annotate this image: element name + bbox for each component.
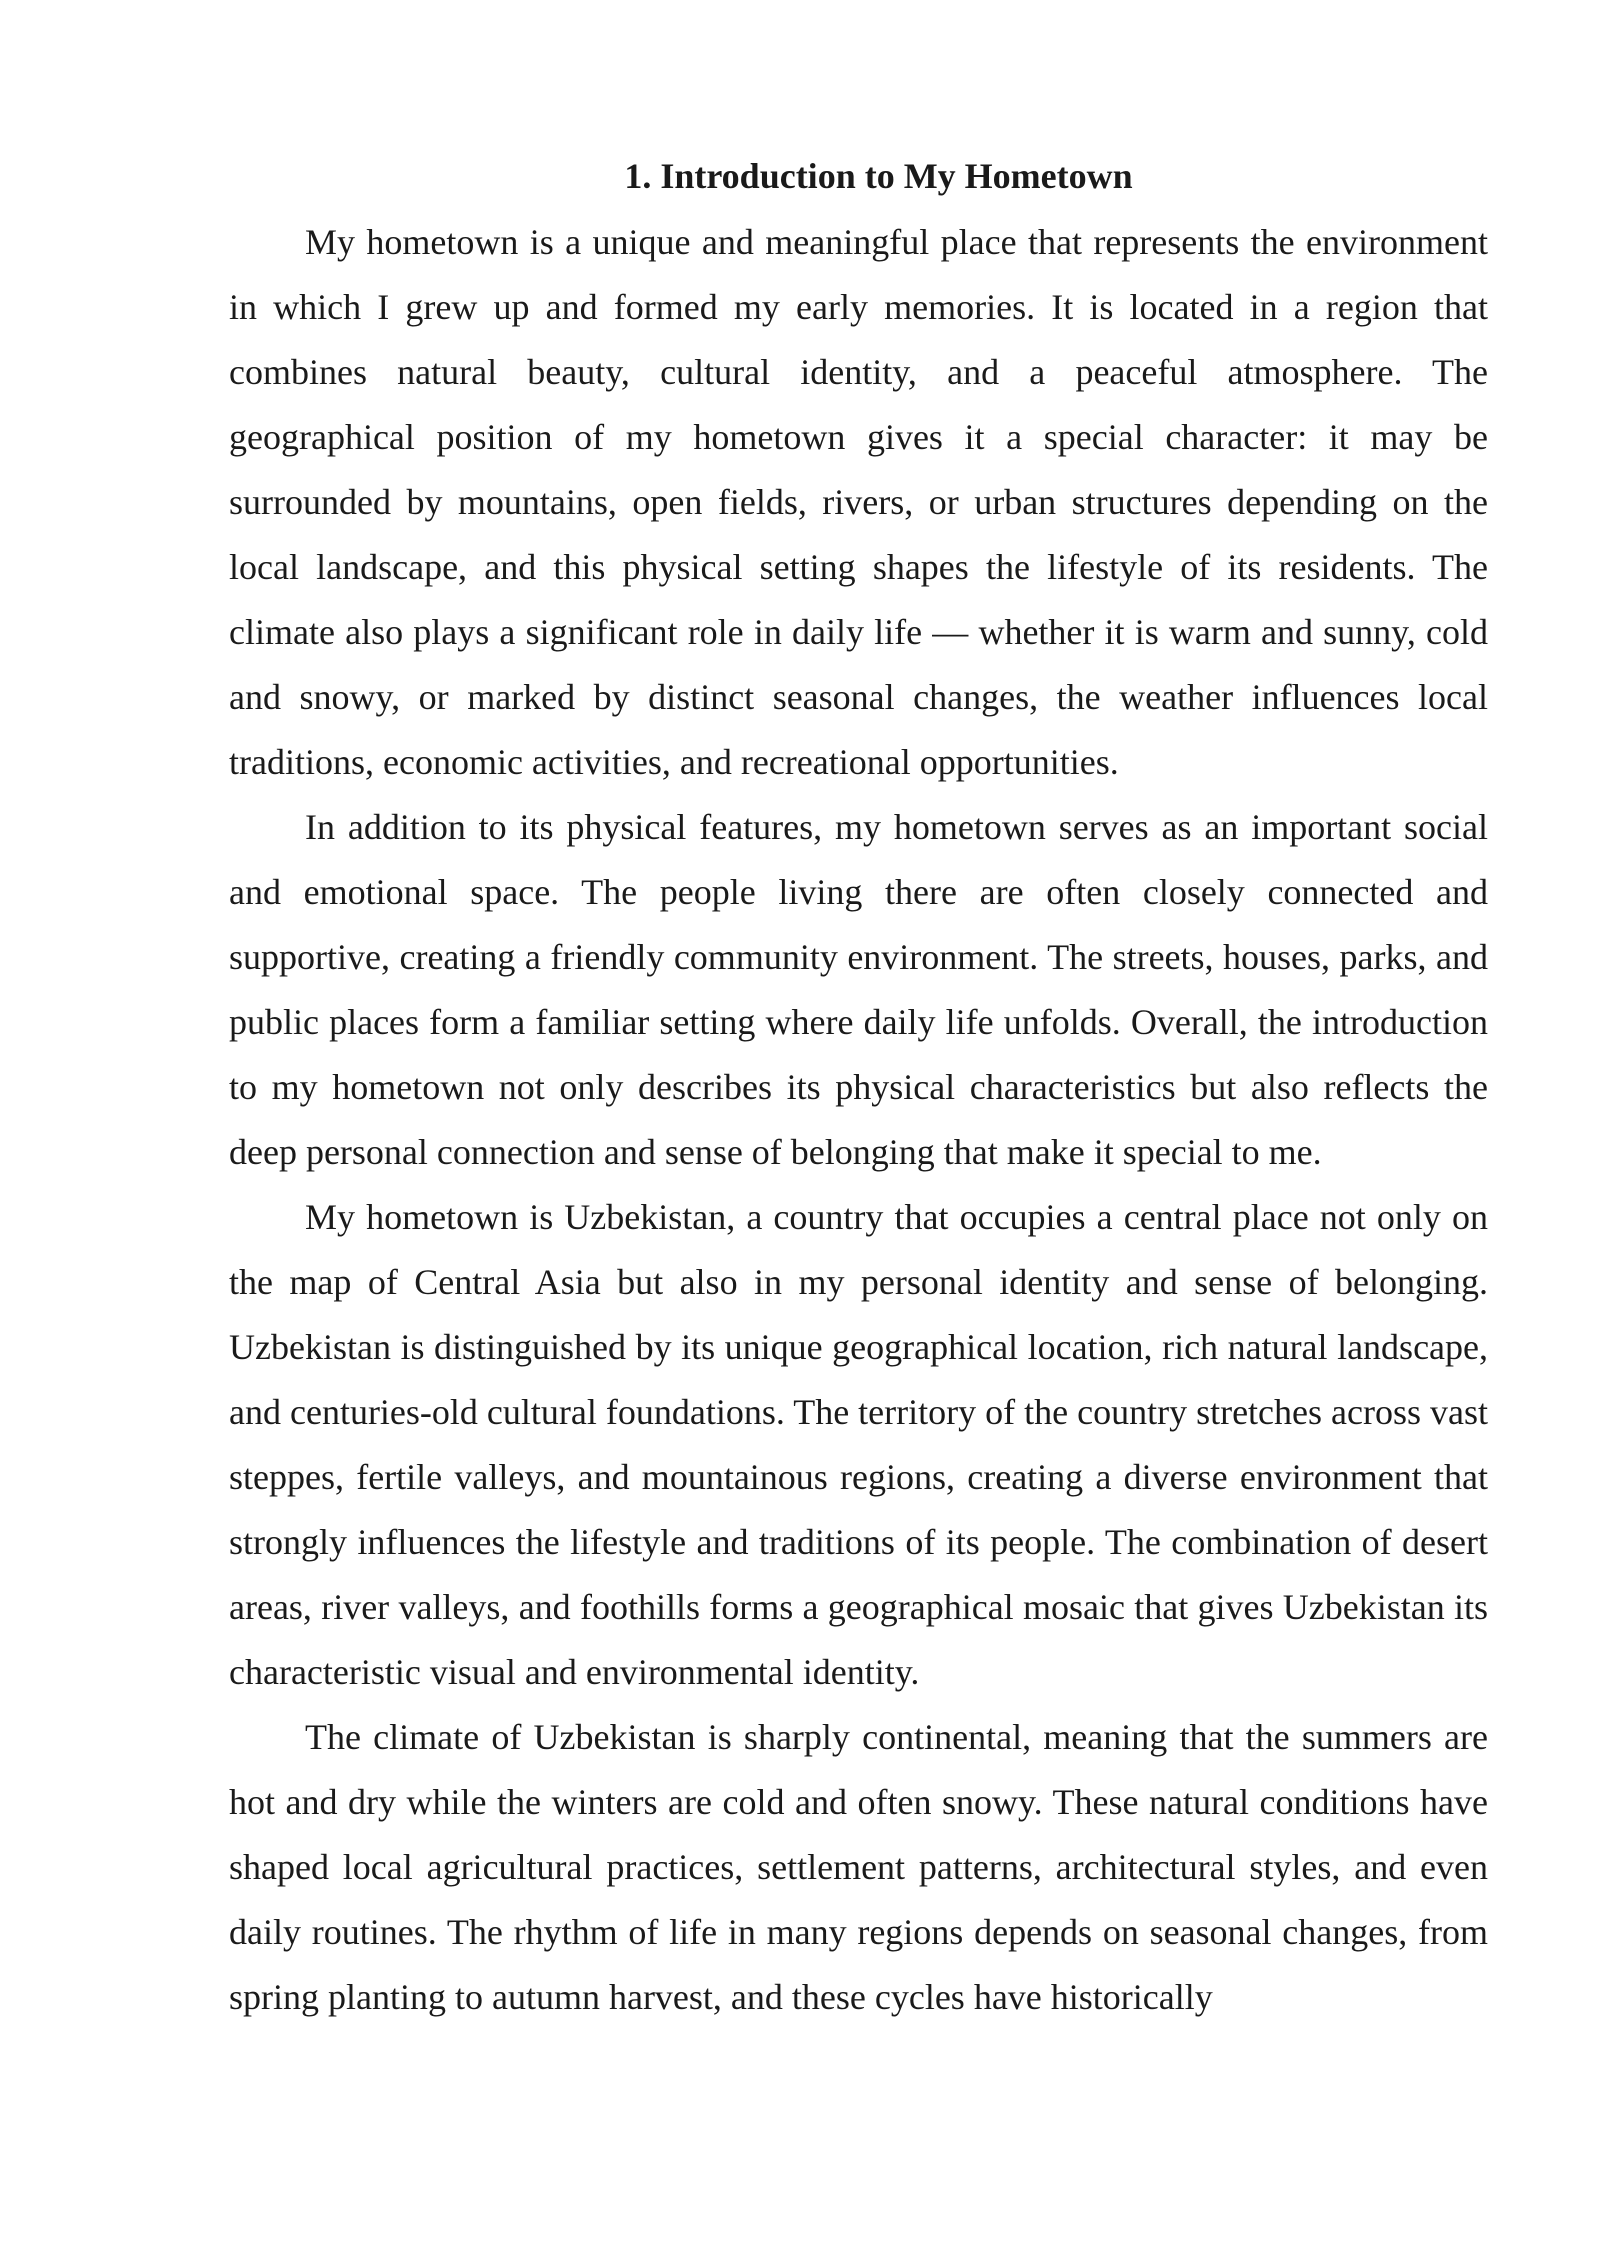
paragraph-1: My hometown is a unique and meaningful place that represents the environment in which I grew up and formed my early memories. It is located in a region that combines natural beauty, cultural identity, and a peaceful atmosphere. The geographical position of my hometown gives it a special character: it may be surrounded by mountains, open fields, rivers, or urban structures depending on the local landscape, and this physical setting shapes the lifestyle of its residents. The climate also plays a significant role in daily life — whether it is warm and sunny, cold and snowy, or marked by distinct seasonal changes, the weather influences local traditions, economic activities, and recreational opportunities. (229, 222, 1488, 782)
section-heading: 1. Introduction to My Hometown (624, 156, 1133, 196)
document-page (229, 150, 1488, 2030)
paragraph-2: In addition to its physical features, my hometown serves as an important social and emotional space. The people living there are often closely connected and supportive, creating a friendly community environment. The streets, houses, parks, and public places form a familiar setting where daily life unfolds. Overall, the introduction to my hometown not only describes its physical characteristics but also reflects the deep personal connection and sense of belonging that make it special to me. (229, 807, 1488, 1172)
paragraph-3: My hometown is Uzbekistan, a country that occupies a central place not only on the map of Central Asia but also in my personal identity and sense of belonging. Uzbekistan is distinguished by its unique geographical location, rich natural landscape, and centuries-old cultural foundations. The territory of the country stretches across vast steppes, fertile valleys, and mountainous regions, creating a diverse environment that strongly influences the lifestyle and traditions of its people. The combination of desert areas, river valleys, and foothills forms a geographical mosaic that gives Uzbekistan its characteristic visual and environmental identity. (229, 1197, 1488, 1692)
paragraph-4: The climate of Uzbekistan is sharply continental, meaning that the summers are hot and dry while the winters are cold and often snowy. These natural conditions have shaped local agricultural practices, settlement patterns, architectural styles, and even daily routines. The rhythm of life in many regions depends on seasonal changes, from spring planting to autumn harvest, and these cycles have historically (229, 1717, 1488, 2017)
